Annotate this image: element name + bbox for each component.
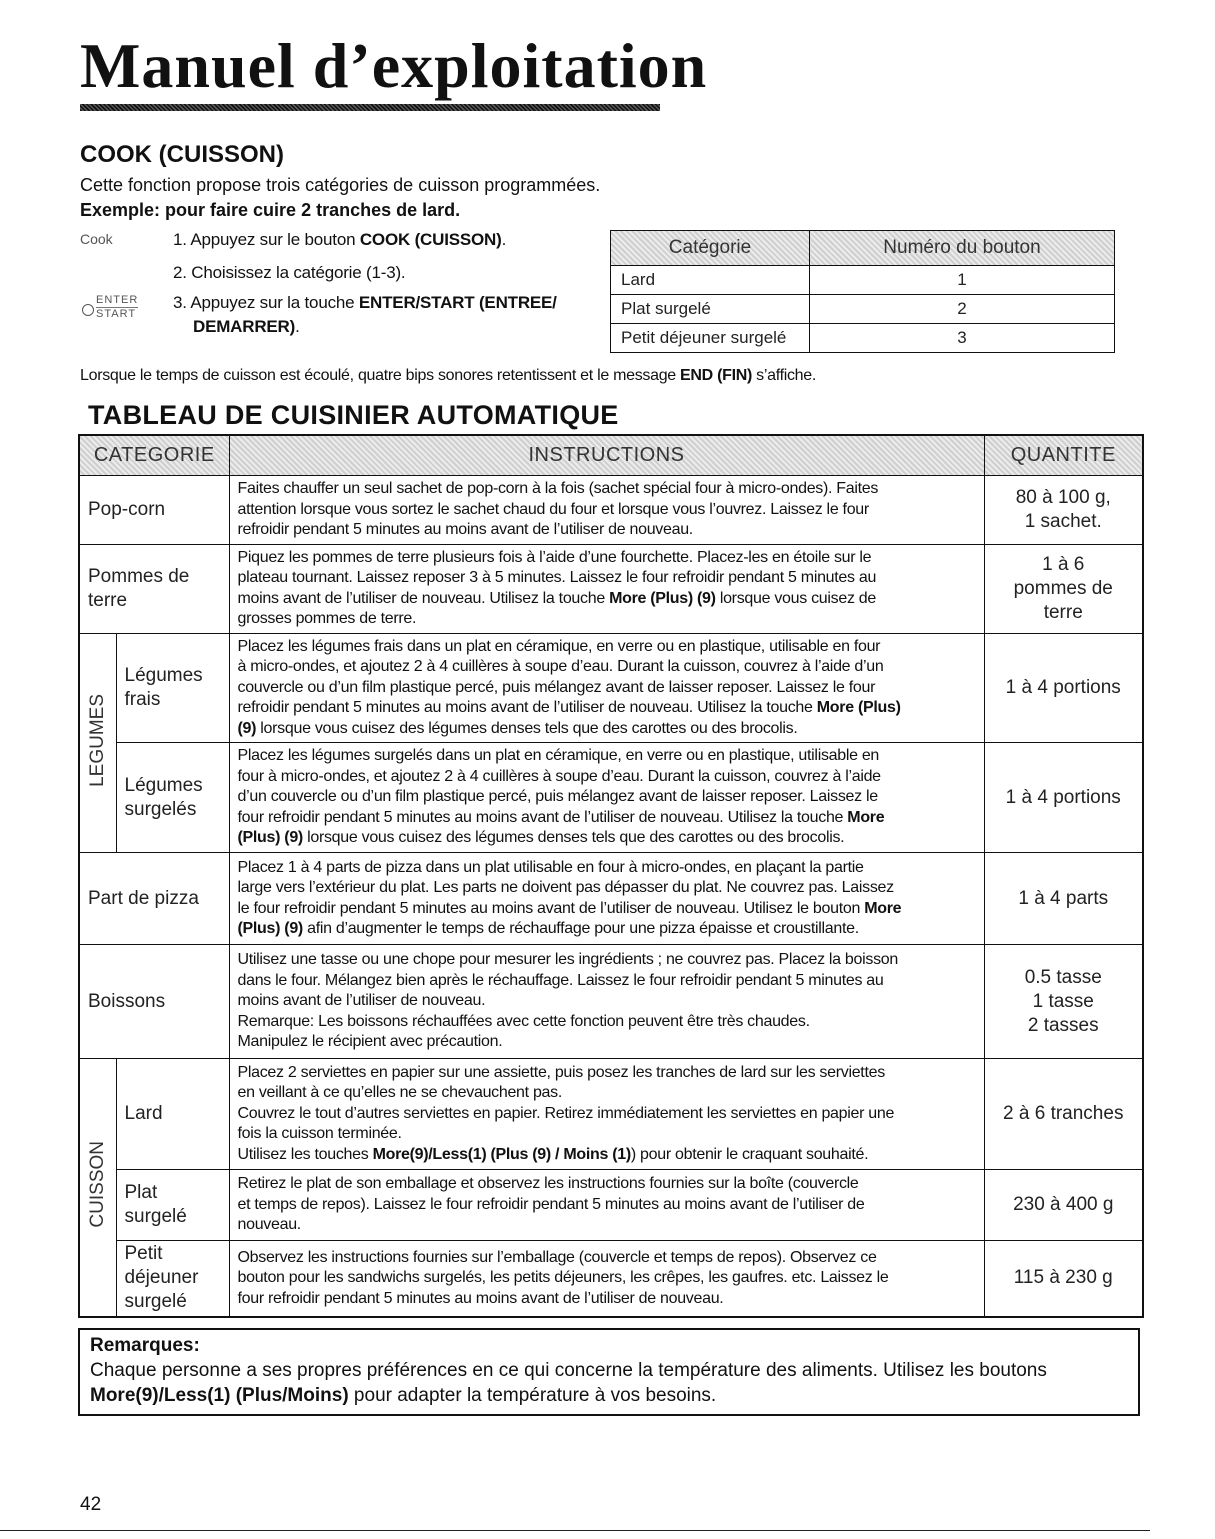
cell-category: Plat surgelé bbox=[116, 1170, 229, 1241]
note-bold: END (FIN) bbox=[680, 367, 753, 384]
remarks-text-bold: More(9)/Less(1) (Plus/Moins) bbox=[90, 1385, 349, 1406]
cell-instructions: Faites chauffer un seul sachet de pop-corn à la fois (sachet spécial four à micro-ondes). Faites attention lorsque vous sortez le sachet chaud du four et lorsque vous l’ouvrez. Laissez le four refroidir pendant 5 minutes au moins avant de l’utiliser de nouveau. bbox=[229, 476, 984, 545]
ins-text: Placez les légumes frais dans un plat en céramique, en verre ou en plastique, utilisable en four à micro-ondes, et ajoutez 2 à 4 cuillères à soupe d’eau. Durant la cuisson, couvrez à l’aide d’un couvercle ou d’un film plastique percé, puis mélangez avant de laisser reposer. Laissez le four refroidir pendant 5 minutes au moins avant de l’utiliser de nouveau. Utilisez la touche bbox=[237, 637, 884, 716]
auto-cook-table bbox=[78, 434, 1144, 1318]
remarks-text bbox=[90, 1358, 1128, 1408]
note-text: Lorsque le temps de cuisson est écoulé, quatre bips sonores retentissent et le message bbox=[80, 367, 681, 384]
cell-instructions bbox=[229, 1059, 984, 1170]
page-number: 42 bbox=[80, 1494, 102, 1515]
step-2: 2. Choisissez la catégorie (1-3). bbox=[173, 263, 406, 282]
ins-end: lorsque vous cuisez des légumes denses tels que des carottes ou des brocolis. bbox=[302, 829, 845, 847]
step-3 bbox=[173, 291, 557, 315]
ins-end: lorsque vous cuisez de grosses pommes de terre. bbox=[237, 589, 876, 627]
bottom-rule bbox=[0, 1530, 1150, 1531]
ins-bold: More (Plus) (9) bbox=[237, 699, 901, 737]
remarks-text-start: Chaque personne a ses propres préférences en ce qui concerne la température des aliments. Utilisez les boutons bbox=[90, 1360, 1047, 1381]
table-row bbox=[79, 544, 1143, 633]
table-row bbox=[79, 853, 1143, 945]
enter-start-icon bbox=[82, 294, 139, 322]
ins-bold: More(9)/Less(1) (Plus (9) / Moins (1) bbox=[372, 1145, 631, 1163]
cell-button: 1 bbox=[810, 266, 1115, 295]
group-legumes bbox=[79, 633, 116, 853]
cell-button: 2 bbox=[810, 295, 1115, 324]
step-1-end: . bbox=[501, 230, 507, 249]
title-rule bbox=[80, 104, 660, 111]
group-label-cuisson: CUISSON bbox=[86, 1141, 108, 1229]
cell-quantity: 115 à 230 g bbox=[984, 1241, 1143, 1317]
cell-category: Légumes surgelés bbox=[116, 743, 229, 853]
th-categorie: CATEGORIE bbox=[79, 435, 229, 476]
cell-category: Légumes frais bbox=[116, 633, 229, 743]
ins-text: Placez 2 serviettes en papier sur une assiette, puis posez les tranches de lard sur les serviettes en veillant à ce qu’elles ne se chevauchent pas. Couvrez le tout d’autres serviettes en papier. Retirez immédiatement les serviettes en papier une fois la cuisson terminée. Utilisez les touches bbox=[237, 1063, 895, 1163]
cell-category: Pop-corn bbox=[79, 476, 229, 545]
cell-instructions bbox=[229, 633, 984, 743]
ins-bold: More (Plus) (9) bbox=[237, 899, 902, 937]
cell-category: Boissons bbox=[79, 945, 229, 1059]
table-row bbox=[79, 633, 1143, 743]
table-row bbox=[611, 295, 1115, 324]
cook-example: Exemple: pour faire cuire 2 tranches de lard. bbox=[80, 200, 461, 220]
cell-instructions: Utilisez une tasse ou une chope pour mesurer les ingrédients ; ne couvrez pas. Placez la boisson dans le four. Mélangez bien après le réchauffage. Laissez le four refroidir pendant 5 minutes au moins avant de l’utiliser de nouveau. Remarque: Les boissons réchauffées avec cette fonction peuvent être très chaudes. Manipulez le récipient avec précaution. bbox=[229, 945, 984, 1059]
cell-quantity: 80 à 100 g, 1 sachet. bbox=[984, 476, 1143, 545]
table-row bbox=[611, 266, 1115, 295]
cell-category: Petit déjeuner surgelé bbox=[116, 1241, 229, 1317]
ins-text: Placez 1 à 4 parts de pizza dans un plat utilisable en four à micro-ondes, en plaçant la partie large vers l’extérieur du plat. Les parts ne doivent pas dépasser du plat. Ne couvrez pas. Laissez le four refroidir pendant 5 minutes au moins avant de l’utiliser de nouveau. Utilisez le bouton bbox=[237, 858, 894, 917]
step-3-bold-2: DEMARRER) bbox=[193, 317, 296, 336]
cell-category: Lard bbox=[116, 1059, 229, 1170]
cell-button: 3 bbox=[810, 324, 1115, 353]
remarks-title: Remarques: bbox=[90, 1335, 200, 1356]
cook-intro: Cette fonction propose trois catégories de cuisson programmées. bbox=[80, 175, 601, 195]
step-1-text: 1. Appuyez sur le bouton bbox=[173, 230, 360, 249]
th-quantite: QUANTITE bbox=[984, 435, 1143, 476]
table-row bbox=[79, 1059, 1143, 1170]
cook-heading: COOK (CUISSON) bbox=[80, 141, 284, 168]
cell-quantity: 1 à 6 pommes de terre bbox=[984, 544, 1143, 633]
step-1-bold: COOK (CUISSON) bbox=[359, 230, 502, 249]
cell-category: Pommes de terre bbox=[79, 544, 229, 633]
cell-instructions bbox=[229, 853, 984, 945]
remarks-box bbox=[78, 1328, 1140, 1416]
cell-category: Part de pizza bbox=[79, 853, 229, 945]
step-3-cont bbox=[193, 315, 300, 339]
step-3-bold: ENTER/START (ENTREE/ bbox=[358, 293, 557, 312]
cell-quantity: 230 à 400 g bbox=[984, 1170, 1143, 1241]
remarks-text-end: pour adapter la température à vos besoins. bbox=[348, 1385, 717, 1406]
ins-bold: More (Plus) (9) bbox=[609, 589, 716, 607]
cell-quantity: 1 à 4 parts bbox=[984, 853, 1143, 945]
page-title: Manuel d’exploitation bbox=[80, 30, 708, 101]
table-row bbox=[79, 945, 1143, 1059]
th-instructions: INSTRUCTIONS bbox=[229, 435, 984, 476]
cell-instructions: Retirez le plat de son emballage et observez les instructions fournies sur la boîte (couvercle et temps de repos). Laissez le four refroidir pendant 5 minutes au moins avant de l’utiliser de nouveau. bbox=[229, 1170, 984, 1241]
start-label: START bbox=[96, 308, 137, 320]
table-row bbox=[79, 1170, 1143, 1241]
th-category: Catégorie bbox=[611, 231, 810, 266]
th-button-number: Numéro du bouton bbox=[810, 231, 1115, 266]
ins-end: afin d’augmenter le temps de réchauffage pour une pizza épaisse et croustillante. bbox=[302, 920, 859, 937]
cell-quantity: 2 à 6 tranches bbox=[984, 1059, 1143, 1170]
step-3-text: 3. Appuyez sur la touche bbox=[173, 293, 359, 312]
cook-end-note bbox=[80, 365, 816, 387]
cook-category-table bbox=[610, 230, 1115, 353]
cell-instructions bbox=[229, 743, 984, 853]
cell-category: Plat surgelé bbox=[611, 295, 810, 324]
table-row bbox=[611, 324, 1115, 353]
cell-quantity: 1 à 4 portions bbox=[984, 743, 1143, 853]
cell-instructions: Observez les instructions fournies sur l’emballage (couvercle et temps de repos). Observez ce bouton pour les sandwichs surgelés, les petits déjeuners, les crêpes, les gaufres. etc. Laissez le four refroidir pendant 5 minutes au moins avant de l’utiliser de nouveau. bbox=[229, 1241, 984, 1317]
table-row bbox=[79, 743, 1143, 853]
cell-quantity: 1 à 4 portions bbox=[984, 633, 1143, 743]
step-1 bbox=[173, 228, 506, 252]
auto-cook-heading: TABLEAU DE CUISINIER AUTOMATIQUE bbox=[88, 400, 619, 430]
cell-quantity: 0.5 tasse 1 tasse 2 tasses bbox=[984, 945, 1143, 1059]
enter-label: ENTER bbox=[96, 294, 139, 306]
cook-button-label: Cook bbox=[80, 231, 113, 247]
step-3-end: . bbox=[295, 317, 300, 336]
cell-category: Lard bbox=[611, 266, 810, 295]
group-label-legumes: LEGUMES bbox=[86, 693, 108, 787]
ins-bold: More (Plus) (9) bbox=[237, 808, 885, 847]
table-row bbox=[79, 1241, 1143, 1317]
note-end: s’affiche. bbox=[752, 367, 817, 384]
ins-text: Piquez les pommes de terre plusieurs fois à l’aide d’une fourchette. Placez-les en étoile sur le plateau tournant. Laissez reposer 3 à 5 minutes. Laissez le four refroidir pendant 5 minutes au moins avant de l’utiliser de nouveau. Utilisez la touche bbox=[237, 548, 877, 607]
cell-category: Petit déjeuner surgelé bbox=[611, 324, 810, 353]
enter-dot-icon bbox=[82, 304, 94, 316]
table-row bbox=[79, 476, 1143, 545]
ins-text: Placez les légumes surgelés dans un plat en céramique, en verre ou en plastique, utilisable en four à micro-ondes, et ajoutez 2 à 4 cuillères à soupe d’eau. Durant la cuisson, couvrez à l’aide d’un couvercle ou d’un film plastique percé, puis mélangez avant de laisser reposer. Laissez le four refroidir pendant 5 minutes au moins avant de l’utiliser de nouveau. Utilisez la touche bbox=[237, 747, 881, 826]
ins-end: ) pour obtenir le craquant souhaité. bbox=[630, 1145, 869, 1163]
group-cuisson bbox=[79, 1059, 116, 1317]
cell-instructions bbox=[229, 544, 984, 633]
ins-end: lorsque vous cuisez des légumes denses tels que des carottes ou des brocolis. bbox=[256, 719, 798, 737]
